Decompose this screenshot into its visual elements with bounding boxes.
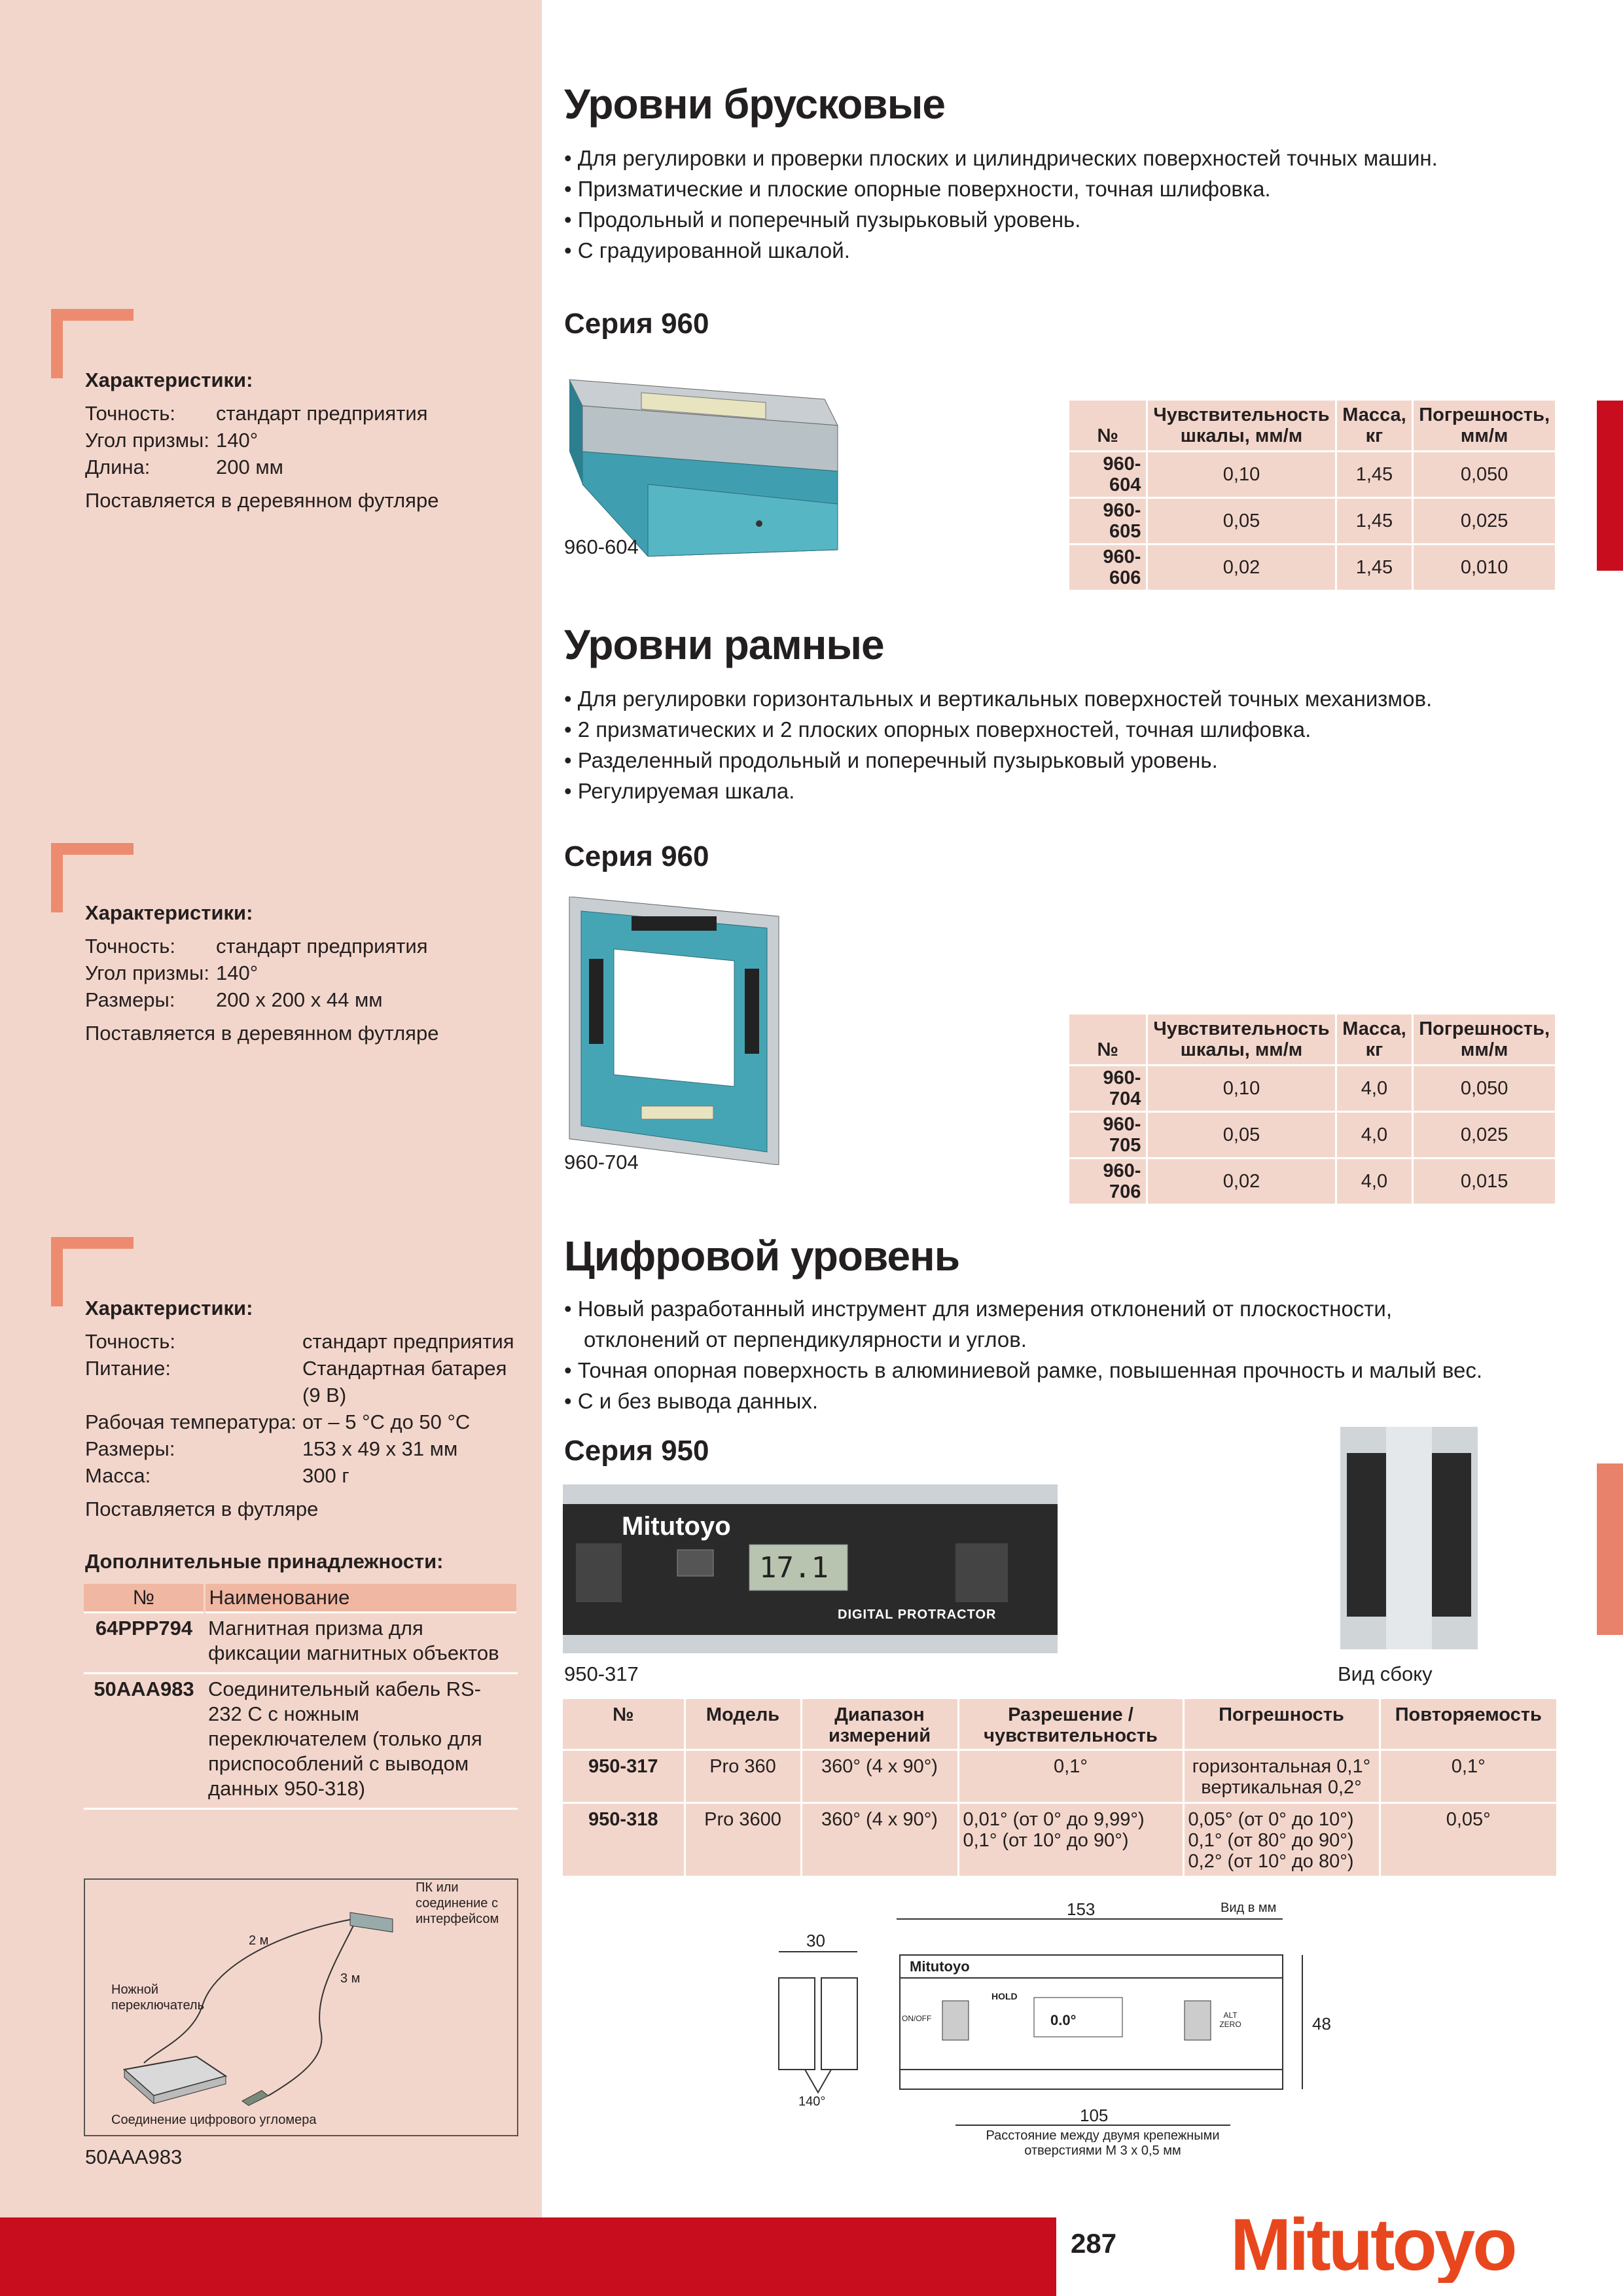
cable-label-conn: Соединение цифрового угломера: [111, 2113, 317, 2127]
table-cell: 950-318: [563, 1803, 685, 1876]
table-cell: 960-606: [1069, 545, 1147, 590]
drawing-hold: HOLD: [991, 1991, 1018, 2001]
table-header: №: [563, 1699, 685, 1750]
accessories-title: Дополнительные принадлежности:: [85, 1550, 444, 1573]
table-cell: 0,02: [1147, 1158, 1336, 1204]
specs-960-704: [85, 899, 438, 1047]
drawing-reading: 0.0°: [1050, 2012, 1077, 2028]
table-header: Погрешность: [1183, 1699, 1380, 1750]
table-header: Масса, кг: [1336, 1014, 1413, 1066]
corner-marker: [51, 843, 63, 912]
drawing-onoff: ON/OFF: [902, 2014, 932, 2023]
svg-text:Mitutoyo: Mitutoyo: [1230, 2204, 1515, 2283]
series-title: Серия 960: [564, 308, 709, 340]
table-row: [84, 1613, 518, 1674]
table-cell: 0,10: [1147, 452, 1336, 498]
table-cell: 0,1°: [1380, 1750, 1556, 1803]
dim-140: 140°: [798, 2094, 826, 2109]
table-header: Диапазон измерений: [801, 1699, 958, 1750]
table-row: [563, 1803, 1556, 1876]
table-header: №: [1069, 401, 1147, 452]
cable-label-pc: ПК или соединение с интерфейсом: [416, 1880, 499, 1926]
bullet-item: • Продольный и поперечный пузырьковый уровень.: [564, 204, 1438, 235]
bullet-list: [564, 683, 1432, 806]
spec-label: Масса:: [85, 1464, 151, 1487]
table-cell: 0,010: [1413, 545, 1555, 590]
digital-level-image: [563, 1484, 1058, 1653]
specs-title: Характеристики:: [85, 1297, 253, 1319]
bullet-item: • Точная опорная поверхность в алюминиевой рамке, повышенная прочность и малый вес.: [564, 1355, 1546, 1386]
drawing-units: Вид в мм: [1221, 1901, 1277, 1915]
device-display: 17.1: [759, 1551, 829, 1585]
table-row: [1069, 498, 1555, 545]
dim-153: 153: [1067, 1899, 1096, 1919]
table-cell: 0,025: [1413, 1112, 1555, 1158]
accessories-header: Наименование: [204, 1584, 518, 1613]
spec-value: 300 г: [302, 1464, 349, 1487]
table-cell: Pro 3600: [685, 1803, 801, 1876]
device-brand: Mitutoyo: [622, 1512, 731, 1541]
bullet-item: • С и без вывода данных.: [564, 1386, 1546, 1416]
cable-figure: [84, 1878, 518, 2136]
table-row: [84, 1674, 518, 1809]
table-cell: 0,015: [1413, 1158, 1555, 1204]
table-header: Разрешение / чувствительность: [958, 1699, 1183, 1750]
table-header: Погрешность, мм/м: [1413, 1014, 1555, 1066]
table-cell: 0,02: [1147, 545, 1336, 590]
section-title: Уровни брусковые: [564, 81, 945, 128]
page-number: 287: [1071, 2228, 1117, 2259]
dim-30: 30: [806, 1931, 825, 1950]
specs-table: [85, 400, 428, 480]
table-cell: 1,45: [1336, 545, 1413, 590]
spec-value: стандарт предприятия: [216, 402, 428, 425]
drawing-alt-zero: ALT ZERO: [1219, 2011, 1241, 2029]
spec-label: Размеры:: [85, 988, 175, 1011]
dim-105: 105: [1080, 2106, 1109, 2125]
drawing-brand: Mitutoyo: [910, 1958, 970, 1975]
table-cell: горизонтальная 0,1° вертикальная 0,2°: [1183, 1750, 1380, 1803]
spec-value: 153 x 49 x 31 мм: [302, 1437, 458, 1460]
corner-marker: [51, 309, 134, 321]
table-row: [563, 1750, 1556, 1803]
table-cell: 0,050: [1413, 1066, 1555, 1112]
table-header: Чувствительность шкалы, мм/м: [1147, 401, 1336, 452]
bar-level-image: [563, 373, 851, 563]
spec-value: 200 мм: [216, 456, 283, 478]
table-cell: 950-317: [563, 1750, 685, 1803]
product-table-960-604: [1069, 401, 1555, 590]
table-row: [1069, 452, 1555, 498]
table-cell: 0,10: [1147, 1066, 1336, 1112]
spec-value: от – 5 °C до 50 °C: [302, 1410, 471, 1433]
table-cell: 0,01° (от 0° до 9,99°) 0,1° (от 10° до 90°): [958, 1803, 1183, 1876]
spec-value: 140°: [216, 429, 259, 452]
accessory-code: 50AAA983: [84, 1674, 204, 1809]
table-row: [1069, 545, 1555, 590]
table-cell: 1,45: [1336, 452, 1413, 498]
mitutoyo-logo: [1230, 2204, 1571, 2283]
table-cell: 4,0: [1336, 1112, 1413, 1158]
cable-label-3m: 3 м: [340, 1971, 361, 1986]
cable-label-foot: Ножной переключатель: [111, 1982, 204, 2013]
bullet-item: • Для регулировки горизонтальных и вертикальных поверхностей точных механизмов.: [564, 683, 1432, 714]
table-cell: 4,0: [1336, 1158, 1413, 1204]
table-header: Модель: [685, 1699, 801, 1750]
specs-950: [85, 1295, 518, 1522]
spec-value: стандарт предприятия: [216, 935, 428, 958]
device-label: DIGITAL PROTRACTOR: [838, 1607, 997, 1622]
bullet-item: • 2 призматических и 2 плоских опорных поверхностей, точная шлифовка.: [564, 714, 1432, 745]
table-cell: 360° (4 x 90°): [801, 1750, 958, 1803]
specs-title: Характеристики:: [85, 901, 253, 924]
table-cell: 960-605: [1069, 498, 1147, 545]
series-title: Серия 960: [564, 840, 709, 872]
spec-value: 200 x 200 x 44 мм: [216, 988, 383, 1011]
frame-level-image: [563, 897, 785, 1165]
table-cell: 960-604: [1069, 452, 1147, 498]
specs-title: Характеристики:: [85, 368, 253, 391]
corner-marker: [51, 1237, 63, 1306]
specs-table: [85, 933, 428, 1013]
section-title: Цифровой уровень: [564, 1232, 960, 1280]
table-cell: 0,05° (от 0° до 10°) 0,1° (от 80° до 90°) 0,2° (от 10° до 80°): [1183, 1803, 1380, 1876]
table-row: [1069, 1066, 1555, 1112]
image-caption: 960-704: [564, 1151, 639, 1174]
bullet-list: [564, 1293, 1546, 1416]
image-caption: 960-604: [564, 535, 639, 558]
image-caption: 950-317: [564, 1662, 639, 1685]
table-cell: 0,025: [1413, 498, 1555, 545]
bullet-list: [564, 143, 1438, 266]
spec-label: Рабочая температура:: [85, 1410, 297, 1433]
series-title: Серия 950: [564, 1435, 709, 1467]
specs-note: Поставляется в деревянном футляре: [85, 489, 439, 512]
specs-960-604: [85, 367, 438, 514]
table-header: Повторяемость: [1380, 1699, 1556, 1750]
side-view-caption: Вид сбоку: [1338, 1662, 1433, 1685]
table-cell: 960-705: [1069, 1112, 1147, 1158]
spec-label: Размеры:: [85, 1437, 175, 1460]
side-tab: [1597, 401, 1623, 571]
bullet-item: • Для регулировки и проверки плоских и цилиндрических поверхностей точных машин.: [564, 143, 1438, 173]
product-table-960-704: [1069, 1014, 1555, 1204]
drawing-note: Расстояние между двумя крепежными отверстиями М 3 х 0,5 мм: [986, 2128, 1220, 2158]
corner-marker: [51, 309, 63, 378]
spec-label: Точность:: [85, 1330, 176, 1353]
spec-label: Угол призмы:: [85, 961, 209, 984]
accessory-name: Магнитная призма для фиксации магнитных объектов: [204, 1613, 518, 1674]
technical-drawing: [759, 1893, 1348, 2174]
table-header: Чувствительность шкалы, мм/м: [1147, 1014, 1336, 1066]
section-title: Уровни рамные: [564, 621, 884, 668]
spec-label: Точность:: [85, 402, 176, 425]
spec-value: Стандартная батарея (9 В): [302, 1357, 507, 1407]
table-cell: 0,05: [1147, 1112, 1336, 1158]
table-row: [1069, 1158, 1555, 1204]
table-header: №: [1069, 1014, 1147, 1066]
side-view-image: [1340, 1427, 1478, 1649]
dim-48: 48: [1312, 2014, 1331, 2034]
accessory-name: Соединительный кабель RS-232 C с ножным переключателем (только для приспособлений с выводом данных 950-318): [204, 1674, 518, 1809]
bullet-item: • Разделенный продольный и поперечный пузырьковый уровень.: [564, 745, 1432, 776]
table-cell: 1,45: [1336, 498, 1413, 545]
corner-marker: [51, 1237, 134, 1249]
table-cell: 0,05°: [1380, 1803, 1556, 1876]
specs-table: [85, 1328, 518, 1489]
cable-label-2m: 2 м: [249, 1933, 269, 1948]
table-row: [1069, 1112, 1555, 1158]
spec-label: Точность:: [85, 935, 176, 958]
specs-note: Поставляется в деревянном футляре: [85, 1022, 439, 1045]
spec-value: 140°: [216, 961, 259, 984]
product-table-950: [563, 1699, 1556, 1876]
bullet-item: • Регулируемая шкала.: [564, 776, 1432, 806]
logo-graphic: [1230, 2204, 1571, 2283]
bullet-item: • Новый разработанный инструмент для измерения отклонений от плоскостности, отклонений от перпендикулярности и углов.: [564, 1293, 1467, 1355]
table-cell: 0,050: [1413, 452, 1555, 498]
table-cell: 0,05: [1147, 498, 1336, 545]
table-cell: 360° (4 x 90°): [801, 1803, 958, 1876]
spec-label: Длина:: [85, 456, 151, 478]
table-cell: Pro 360: [685, 1750, 801, 1803]
table-cell: 4,0: [1336, 1066, 1413, 1112]
table-cell: 960-704: [1069, 1066, 1147, 1112]
bullet-item: • С градуированной шкалой.: [564, 235, 1438, 266]
accessories-header: №: [84, 1584, 204, 1613]
side-tab: [1597, 1463, 1623, 1635]
corner-marker: [51, 843, 134, 855]
table-header: Масса, кг: [1336, 401, 1413, 452]
table-cell: 0,1°: [958, 1750, 1183, 1803]
cable-caption: 50AAA983: [85, 2145, 183, 2168]
spec-label: Питание:: [85, 1357, 171, 1380]
accessory-code: 64PPP794: [84, 1613, 204, 1674]
bullet-item: • Призматические и плоские опорные поверхности, точная шлифовка.: [564, 173, 1438, 204]
footer-bar: [0, 2217, 1056, 2296]
table-header: Погрешность, мм/м: [1413, 401, 1555, 452]
table-cell: 960-706: [1069, 1158, 1147, 1204]
accessories-table: [84, 1584, 518, 1810]
spec-label: Угол призмы:: [85, 429, 209, 452]
specs-note: Поставляется в футляре: [85, 1498, 319, 1520]
spec-value: стандарт предприятия: [302, 1330, 514, 1353]
